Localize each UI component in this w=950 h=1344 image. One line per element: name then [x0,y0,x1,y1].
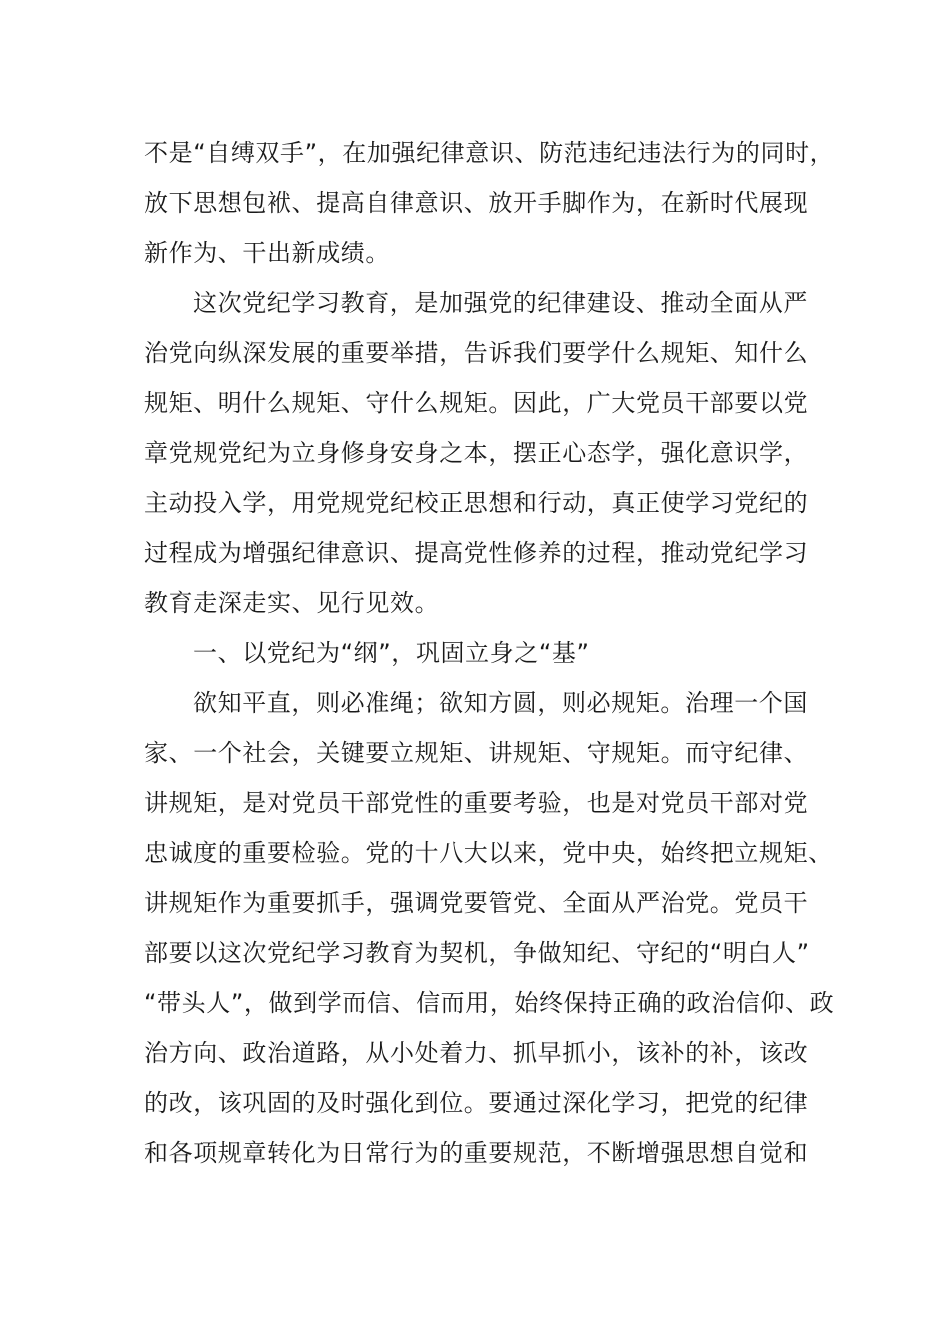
text-line: 教育走深走实、见行见效。 [144,589,440,617]
text-line: 讲规矩作为重要抓手，强调党要管党、全面从严治党。党员干 [144,889,809,917]
paragraph-first-line: 这次党纪学习教育，是加强党的纪律建设、推动全面从严 [193,289,808,317]
text-line: 过程成为增强纪律意识、提高党性修养的过程，推动党纪学习 [144,539,809,567]
text-line: 讲规矩，是对党员干部党性的重要考验，也是对党员干部对党 [144,789,809,817]
text-line: “带头人”，做到学而信、信而用，始终保持正确的政治信仰、政 [144,989,835,1017]
text-line: 部要以这次党纪学习教育为契机，争做知纪、守纪的“明白人” [144,939,810,967]
text-line: 治党向纵深发展的重要举措，告诉我们要学什么规矩、知什么 [144,339,809,367]
paragraph-first-line: 欲知平直，则必准绳；欲知方圆，则必规矩。治理一个国 [193,689,808,717]
text-line: 章党规党纪为立身修身安身之本，摆正心态学，强化意识学， [144,439,809,467]
text-line: 家、一个社会，关键要立规矩、讲规矩、守规矩。而守纪律、 [144,739,809,767]
text-line: 的改，该巩固的及时强化到位。要通过深化学习，把党的纪律 [144,1089,809,1117]
text-line: 不是“自缚双手”，在加强纪律意识、防范违纪违法行为的同时， [144,139,835,167]
text-line: 和各项规章转化为日常行为的重要规范，不断增强思想自觉和 [144,1139,809,1167]
text-line: 主动投入学，用党规党纪校正思想和行动，真正使学习党纪的 [144,489,809,517]
text-line: 放下思想包袱、提高自律意识、放开手脚作为，在新时代展现 [144,189,809,217]
body-text [144,128,835,1178]
text-line: 忠诚度的重要检验。党的十八大以来，党中央，始终把立规矩、 [144,839,833,867]
text-line: 规矩、明什么规矩、守什么规矩。因此，广大党员干部要以党 [144,389,809,417]
text-line: 新作为、干出新成绩。 [144,239,390,267]
text-line: 治方向、政治道路，从小处着力、抓早抓小，该补的补，该改 [144,1039,809,1067]
section-heading: 一、以党纪为“纲”，巩固立身之“基” [193,639,590,667]
